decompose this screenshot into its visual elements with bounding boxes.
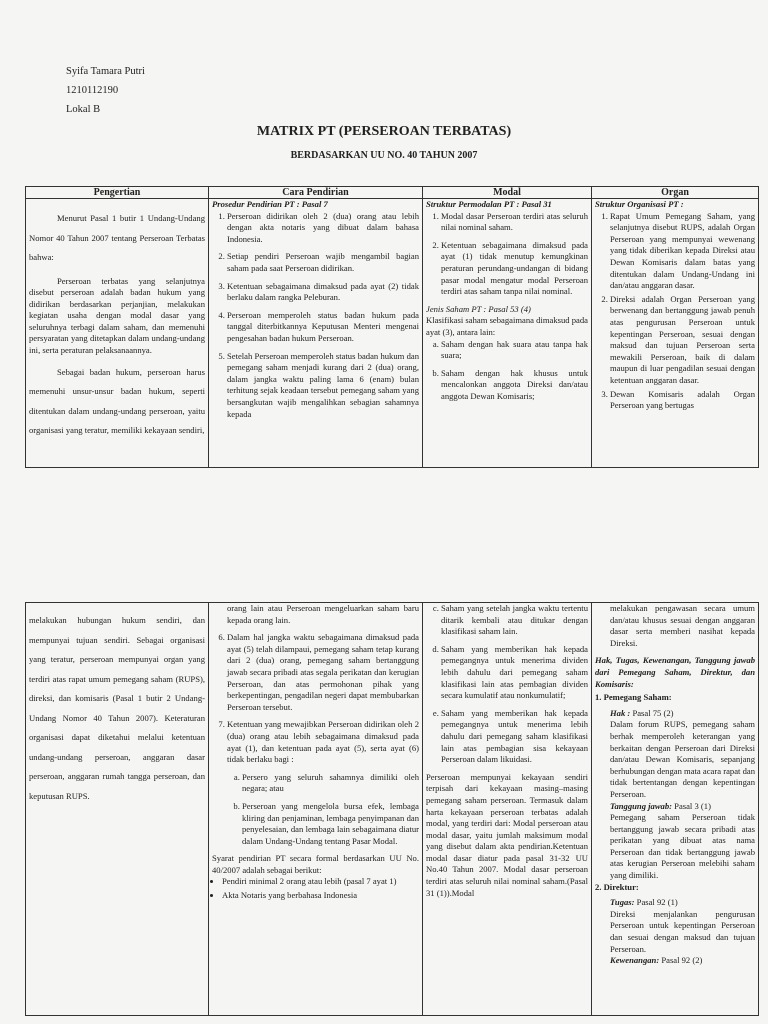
table-row — [26, 199, 759, 468]
tugas-label: Tugas: — [610, 897, 635, 908]
cell-pengertian — [26, 603, 209, 1016]
jenis-saham-intro: Klasifikasi saham sebagaimana dimaksud pada ayat (3), antara lain: — [426, 315, 588, 337]
cell-organ — [592, 603, 759, 1016]
list-item: b. Perseroan yang mengelola bursa efek, lembaga kliring dan penjaminan, lembaga penyimpanan dan penyelesaian, dan lembaga lain sebagaimana diatur dalam Undang-Undang tentang Pasar Modal. — [242, 801, 419, 847]
pemegang-saham-heading: 1. Pemegang Saham: — [595, 692, 672, 703]
col-header-organ: Organ — [592, 187, 759, 199]
table-header-row — [26, 187, 759, 199]
list-item: 7. Ketentuan yang mewajibkan Perseroan didirikan oleh 2 (dua) orang atau lebih sebagaimana dimaksud pada ayat (1), dan ketentuan pada ayat (5), serta ayat (6) tidak berlaku bagi : — [227, 719, 419, 765]
cell-cara-pendirian — [209, 199, 423, 468]
col-header-modal: Modal — [423, 187, 592, 199]
list-item: • Akta Notaris yang berbahasa Indonesia — [222, 890, 419, 902]
hak-text: Dalam forum RUPS, pemegang saham berhak memperoleh keterangan yang berkaitan dengan Perseroan dari Direksi dan/atau Dewan Komisaris, sepanjang berhubungan dengan mata acara rapat dan tidak bertentangan dengan kepentingan Perseroan. — [610, 719, 755, 799]
cell-organ — [592, 199, 759, 468]
student-id: 1210112190 — [66, 85, 119, 96]
pengertian-paragraph: melakukan hubungan hukum sendiri, dan mempunyai tujuan sendiri. Sebagai organisasi yang teratur, perseroan mempunyai organ yang terdiri atas rapat umum pemegang saham (RUPS), direksi, dan komisaris (Pasal 1 butir 2 Undang-Undang Nomor 40 Tahun 2007). Keteraturan organisasi dapat diketahui melalui ketentuan undang-undang perseroan, anggaran dasar perseroan, anggaran rumah tangga perseroan, dan keputusan RUPS. — [29, 615, 205, 801]
tanggung-jawab-ref: Pasal 3 (1) — [674, 800, 711, 811]
hak-label: Hak : — [610, 707, 631, 718]
list-item: 3. Ketentuan sebagaimana dimaksud pada ayat (2) tidak berlaku dalam rangka Peleburan. — [227, 281, 419, 304]
author-name: Syifa Tamara Putri — [66, 66, 145, 77]
kewenangan-label: Kewenangan: — [610, 955, 660, 966]
list-item: a. Persero yang seluruh sahamnya dimiliki oleh negara; atau — [242, 772, 419, 795]
cell-pengertian — [26, 199, 209, 468]
jenis-saham-heading: Jenis Saham PT : Pasal 53 (4) — [426, 303, 531, 314]
direktur-heading: 2. Direktur: — [595, 881, 639, 892]
list-item: 2. Setiap pendiri Perseroan wajib mengambil bagian saham pada saat Perseroan didirikan. — [227, 251, 419, 274]
table-row — [26, 603, 759, 1016]
cara-heading: Prosedur Pendirian PT : Pasal 7 — [212, 199, 328, 209]
kewenangan-ref: Pasal 92 (2) — [661, 955, 703, 966]
class-label: Lokal B — [66, 104, 101, 115]
tugas-text: Direksi menjalankan pengurusan Perseroan untuk kepentingan Perseroan dan sesuai dengan maksud dan tujuan Perseroan. — [610, 908, 755, 954]
organ-continued: melakukan pengawasan secara umum dan/atau khusus sesuai dengan anggaran dasar serta memberi nasihat kepada Direksi. — [610, 603, 755, 648]
organ-heading: Struktur Organisasi PT : — [595, 199, 684, 209]
tugas-ref: Pasal 92 (1) — [636, 897, 678, 908]
list-item: 5. Setelah Perseroan memperoleh status badan hukum dan pemegang saham menjadi kurang dari 2 (dua) orang, dalam jangka waktu paling lama 6 (enam) bulan terhitung sejak keadaan tersebut pemegang saham yang bersangkutan wajib mengalihkan sebagian sahamnya kepada — [227, 351, 419, 421]
list-item: e. Saham yang memberikan hak kepada pemegangnya untuk menerima lebih dahulu dari pemegang saham klasifikasi lain atas pembagian sisa kekayaan Perseroan dalam likuidasi. — [441, 708, 588, 766]
list-item: a. Saham dengan hak suara atau tanpa hak suara; — [441, 339, 588, 362]
col-header-cara-pendirian: Cara Pendirian — [209, 187, 423, 199]
col-header-pengertian: Pengertian — [26, 187, 209, 199]
cell-cara-pendirian — [209, 603, 423, 1016]
list-item: 2. Ketentuan sebagaimana dimaksud pada ayat (1) tidak menutup kemungkinan peraturan perundang-undangan di bidang pasar modal mengatur modal Perseroan terdiri atas saham tanpa nilai nominal. — [441, 240, 588, 298]
pengertian-paragraph: Sebagai badan hukum, perseroan harus memenuhi unsur-unsur badan hukum, seperti ditentukan dalam undang-undang perseroan, yaitu organisasi yang teratur, memiliki kekayaan sendiri, — [29, 366, 205, 436]
document-title: MATRIX PT (PERSEROAN TERBATAS) — [256, 124, 512, 139]
list-item: 4. Perseroan memperoleh status badan hukum pada tanggal diterbitkannya Keputusan Menteri mengenai pengesahan badan hukum Perseroan. — [227, 310, 419, 345]
list-item: 6. Dalam hal jangka waktu sebagaimana dimaksud pada ayat (5) telah dilampaui, pemegang saham tetap kurang dari 2 (dua) orang, pemegang saham bertanggung jawab secara pribadi atas segala perikatan dan kerugian Perseroan, dan atas permohonan pihak yang berkepentingan, pengadilan negeri dapat membubarkan Perseroan tersebut. — [227, 632, 419, 713]
tanggung-jawab-text: Pemegang saham Perseroan tidak bertanggung jawab secara pribadi atas perikatan yang dibuat atas nama Perseroan dan tidak bertanggung jawab atas kerugian Perseroan melebihi saham yang dimiliki. — [610, 812, 755, 881]
pengertian-paragraph: Menurut Pasal 1 butir 1 Undang-Undang Nomor 40 Tahun 2007 tentang Perseroan Terbatas bahwa: — [29, 213, 205, 262]
cara-continued: orang lain atau Perseroan mengeluarkan saham baru kepada orang lain. — [227, 603, 419, 625]
list-item: 1. Rapat Umum Pemegang Saham, yang selanjutnya disebut RUPS, adalah Organ Perseroan yang mempunyai wewenang yang tidak diberikan kepada Direksi atau Dewan Komisaris dalam batas yang ditentukan dalam Undang-Undang ini dan/atau anggaran dasar. — [610, 211, 755, 292]
list-item: • Pendiri minimal 2 orang atau lebih (pasal 7 ayat 1) — [222, 876, 419, 888]
hak-ref: Pasal 75 (2) — [632, 707, 674, 718]
modal-heading: Struktur Permodalan PT : Pasal 31 — [426, 199, 552, 209]
list-item: c. Saham yang setelah jangka waktu tertentu ditarik kembali atau ditukar dengan klasifikasi saham lain. — [441, 603, 588, 638]
matrix-table-page1 — [25, 186, 759, 468]
syarat-intro: Syarat pendirian PT secara formal berdasarkan UU No. 40/2007 adalah sebagai berikut: — [212, 853, 419, 875]
modal-paragraph: Perseroan mempunyai kekayaan sendiri terpisah dari kekayaan masing–masing pemegang saham perseroan. Termasuk dalam harta kekayaan perseroan terbatas adalah modal, yang terdiri dari: Modal perseroan atau modal dasar, yaitu jumlah maksimum modal yang disebut dalam akta pendirian.Ketentuan modal dasar diatur pada pasal 31-32 UU No.40 Tahun 2007. Modal dasar perseroan terdiri atas seluruh nilai nominal saham.(Pasal 31 (1)).Modal — [426, 771, 588, 898]
list-item: 2. Direksi adalah Organ Perseroan yang berwenang dan bertanggung jawab penuh atas pengurusan Perseroan untuk kepentingan Perseroan, sesuai dengan maksud dan tujuan Perseroan serta mewakili Perseroan, baik di dalam maupun di luar pengadilan sesuai dengan ketentuan anggaran dasar. — [610, 294, 755, 387]
cell-modal — [423, 199, 592, 468]
matrix-table-page2 — [25, 602, 759, 1016]
cell-modal — [423, 603, 592, 1016]
direktur-title: Direktur: — [603, 881, 639, 892]
list-item: 3. Dewan Komisaris adalah Organ Perseroan yang bertugas — [610, 389, 755, 412]
pengertian-definition: Perseroan terbatas yang selanjutnya disebut perseroan adalah badan hukum yang didirikan berdasarkan perjanjian, melakukan kegiatan usaha dengan modal dasar yang seluruhnya terbagi dalam saham, dan memenuhi persyaratan yang ditetapkan dalam undang-undang ini, serta peraturan pelaksanaannya. — [29, 275, 205, 356]
hak-tugas-heading: Hak, Tugas, Kewenangan, Tanggung jawab dari Pemegang Saham, Direktur, dan Komisaris: — [595, 655, 755, 689]
pemegang-saham-title: Pemegang Saham: — [603, 692, 672, 703]
list-item: 1. Perseroan didirikan oleh 2 (dua) orang atau lebih dengan akta notaris yang dibuat dalam bahasa Indonesia. — [227, 211, 419, 246]
tanggung-jawab-label: Tanggung jawab: — [610, 800, 673, 811]
list-item: 1. Modal dasar Perseroan terdiri atas seluruh nilai nominal saham. — [441, 211, 588, 234]
document-subtitle: BERDASARKAN UU NO. 40 TAHUN 2007 — [290, 150, 478, 161]
list-item: b. Saham dengan hak khusus untuk mencalonkan anggota Direksi dan/atau anggota Dewan Komisaris; — [441, 368, 588, 403]
list-item: d. Saham yang memberikan hak kepada pemegangnya untuk menerima dividen lebih dahulu dari pemegang saham klasifikasi lain atas pembagian dividen secara kumulatif atau nonkumulatif; — [441, 644, 588, 702]
